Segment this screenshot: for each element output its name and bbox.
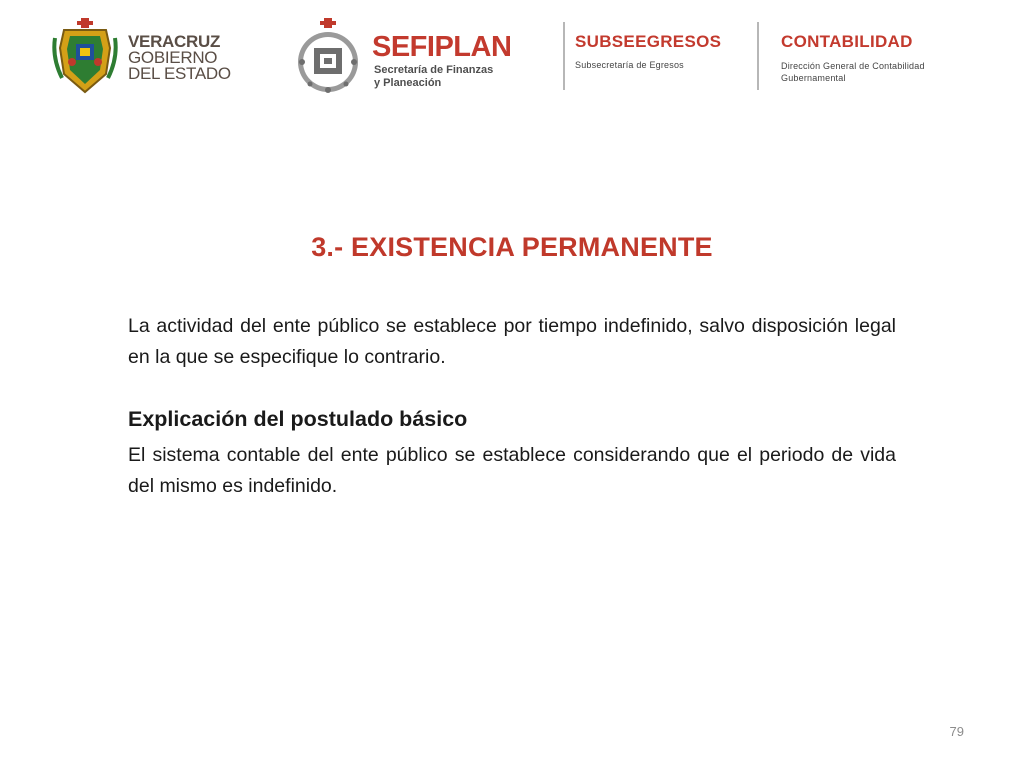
sefiplan-logo bbox=[290, 14, 540, 98]
contabilidad-title: CONTABILIDAD bbox=[781, 32, 913, 51]
paragraph-explanation: El sistema contable del ente público se establece considerando que el periodo de vida del mismo es indefinido. bbox=[128, 444, 896, 497]
header-divider bbox=[563, 22, 565, 90]
slide-title: 3.- EXISTENCIA PERMANENTE bbox=[311, 232, 713, 262]
veracruz-logo bbox=[52, 14, 252, 98]
subsecretaria-description: Subsecretaría de Egresos bbox=[575, 60, 684, 70]
sefiplan-subtitle-line2: y Planeación bbox=[374, 77, 442, 89]
sefiplan-subtitle bbox=[374, 64, 493, 90]
subsecretaria-title: SUBSEEGRESOS bbox=[575, 32, 722, 51]
subsecretaria-block bbox=[575, 32, 755, 70]
sefiplan-subtitle-line1: Secretaría de Finanzas bbox=[374, 64, 494, 76]
page-number: 79 bbox=[949, 724, 964, 739]
header-logo-strip bbox=[0, 0, 1024, 108]
veracruz-line2: GOBIERNO bbox=[128, 48, 218, 67]
veracruz-logo-text bbox=[128, 34, 231, 82]
sefiplan-name: SEFIPLAN bbox=[372, 31, 512, 63]
veracruz-line3: DEL ESTADO bbox=[128, 64, 231, 83]
section-subheading: Explicación del postulado básico bbox=[128, 407, 468, 431]
header-divider bbox=[757, 22, 759, 90]
veracruz-crest-icon bbox=[52, 18, 118, 94]
sefiplan-seal-icon bbox=[292, 18, 364, 96]
paragraph-definition: La actividad del ente público se establece por tiempo indefinido, salvo disposición legal en la que se especifique lo contrario. bbox=[128, 315, 896, 368]
contabilidad-block bbox=[781, 32, 981, 84]
contabilidad-description-line2: Gubernamental bbox=[781, 73, 846, 83]
veracruz-line1: VERACRUZ bbox=[128, 32, 221, 51]
contabilidad-description-line1: Dirección General de Contabilidad bbox=[781, 61, 925, 71]
contabilidad-description bbox=[781, 60, 981, 84]
